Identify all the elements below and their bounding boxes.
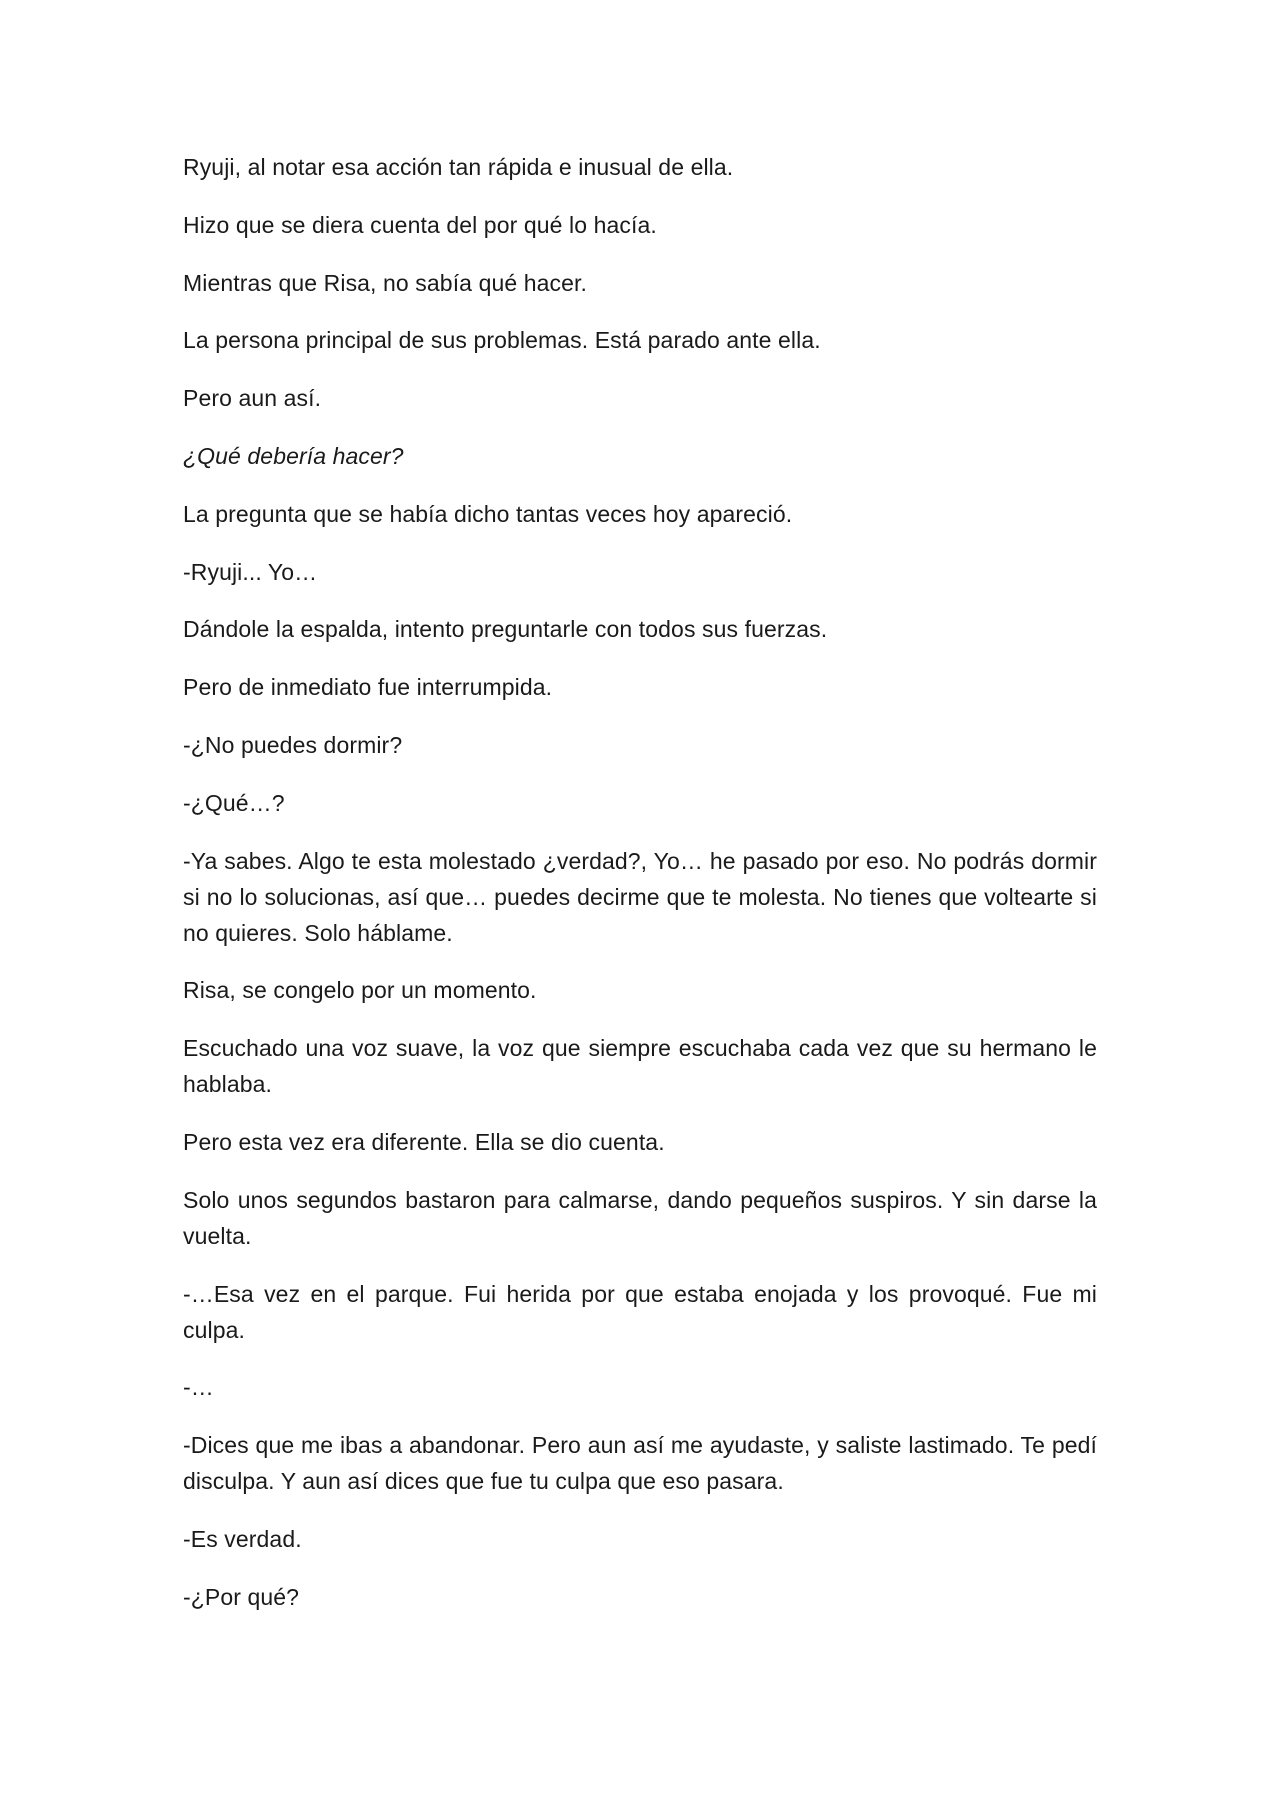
paragraph: Risa, se congelo por un momento. (183, 977, 537, 1004)
paragraph-italic-thought: ¿Qué debería hacer? (183, 442, 404, 469)
dialogue-line: -¿No puedes dormir? (183, 731, 403, 758)
paragraph: Mientras que Risa, no sabía qué hacer. (183, 269, 587, 296)
paragraph: Hizo que se diera cuenta del por qué lo hacía. (183, 211, 657, 238)
paragraph: Pero aun así. (183, 385, 322, 412)
paragraph: Pero esta vez era diferente. Ella se dio cuenta. (183, 1128, 665, 1155)
dialogue-line: -Ryuji... Yo… (183, 558, 318, 585)
paragraph: Pero de inmediato fue interrumpida. (183, 674, 553, 701)
text-body (183, 149, 1097, 1637)
dialogue-line: -…Esa vez en el parque. Fui herida por que estaba enojada y los provoqué. Fue mi culpa. (183, 1280, 1097, 1343)
dialogue-line: -Es verdad. (183, 1525, 302, 1552)
dialogue-line: -¿Por qué? (183, 1583, 300, 1610)
paragraph: Solo unos segundos bastaron para calmarse, dando pequeños suspiros. Y sin darse la vuelta. (183, 1186, 1097, 1249)
paragraph: Dándole la espalda, intento preguntarle con todos sus fuerzas. (183, 616, 828, 643)
paragraph: Escuchado una voz suave, la voz que siempre escuchaba cada vez que su hermano le hablaba. (183, 1035, 1097, 1098)
paragraph: La persona principal de sus problemas. Está parado ante ella. (183, 327, 821, 354)
dialogue-line: -¿Qué…? (183, 789, 285, 816)
dialogue-line: -… (183, 1374, 214, 1401)
paragraph: La pregunta que se había dicho tantas veces hoy apareció. (183, 500, 793, 527)
paragraph: Ryuji, al notar esa acción tan rápida e inusual de ella. (183, 154, 734, 180)
dialogue-line: -Ya sabes. Algo te esta molestado ¿verdad?, Yo… he pasado por eso. No podrás dormir si no lo solucionas, así que… puedes decirme que te molesta. No tienes que voltearte si no quieres. Solo háblame. (183, 847, 1097, 946)
dialogue-line: -Dices que me ibas a abandonar. Pero aun así me ayudaste, y saliste lastimado. Te pedí disculpa. Y aun así dices que fue tu culpa que eso pasara. (183, 1432, 1097, 1495)
